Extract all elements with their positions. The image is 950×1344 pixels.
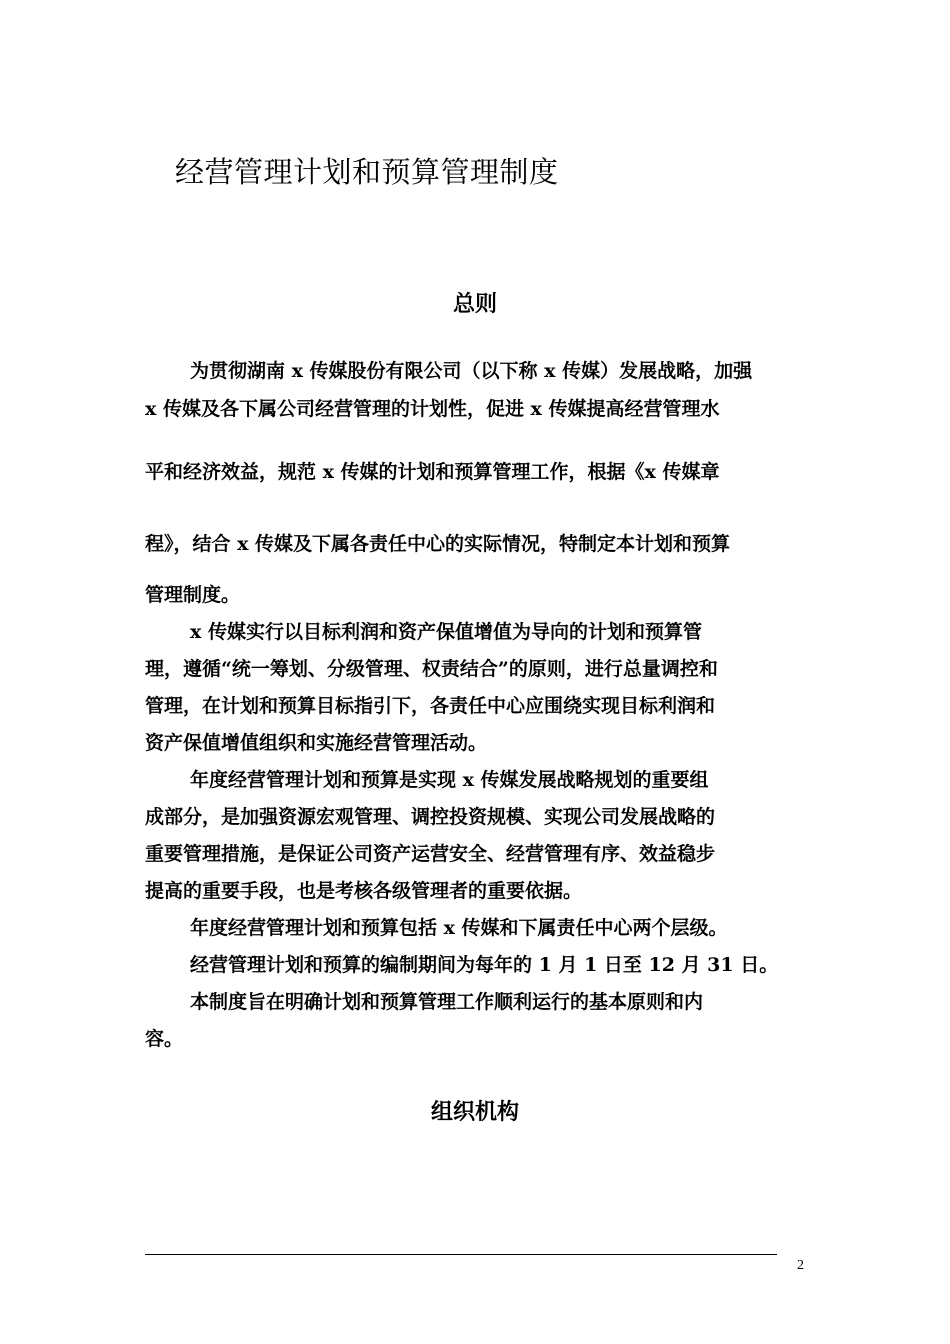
paragraph-line: x 传媒及各下属公司经营管理的计划性，促进 x 传媒提高经营管理水 [145, 398, 720, 420]
paragraph-line: 年度经营管理计划和预算包括 x 传媒和下属责任中心两个层级。 [190, 917, 728, 939]
paragraph-line: 管理制度。 [145, 584, 241, 606]
footer-divider [145, 1254, 777, 1255]
paragraph-line: 提高的重要手段，也是考核各级管理者的重要依据。 [145, 880, 583, 902]
paragraph-line: 程》，结合 x 传媒及下属各责任中心的实际情况，特制定本计划和预算 [145, 533, 731, 555]
paragraph-line: 资产保值增值组织和实施经营管理活动。 [145, 732, 488, 754]
paragraph-line: 容。 [145, 1028, 184, 1050]
paragraph-line: 管理，在计划和预算目标指引下，各责任中心应围绕实现目标利润和 [145, 695, 716, 717]
paragraph-line: x 传媒实行以目标利润和资产保值增值为导向的计划和预算管 [190, 621, 702, 643]
paragraph-line: 年度经营管理计划和预算是实现 x 传媒发展战略规划的重要组 [190, 769, 709, 791]
paragraph-line: 成部分，是加强资源宏观管理、调控投资规模、实现公司发展战略的 [145, 806, 716, 828]
page-number: 2 [797, 1258, 804, 1273]
paragraph-line: 本制度旨在明确计划和预算管理工作顺利运行的基本原则和内 [190, 991, 704, 1013]
paragraph-line: 平和经济效益，规范 x 传媒的计划和预算管理工作，根据《x 传媒章 [145, 461, 720, 483]
paragraph-line: 经营管理计划和预算的编制期间为每年的 1 月 1 日至 12 月 31 日。 [190, 954, 779, 976]
section-heading-organization: 组织机构 [430, 1099, 519, 1125]
section-heading-general: 总则 [452, 291, 497, 317]
document-title: 经营管理计划和预算管理制度 [175, 155, 559, 189]
paragraph-line: 重要管理措施，是保证公司资产运营安全、经营管理有序、效益稳步 [145, 843, 716, 865]
paragraph-line: 理，遵循“统一筹划、分级管理、权责结合”的原则，进行总量调控和 [145, 658, 718, 680]
paragraph-line: 为贯彻湖南 x 传媒股份有限公司（以下称 x 传媒）发展战略，加强 [190, 360, 753, 382]
